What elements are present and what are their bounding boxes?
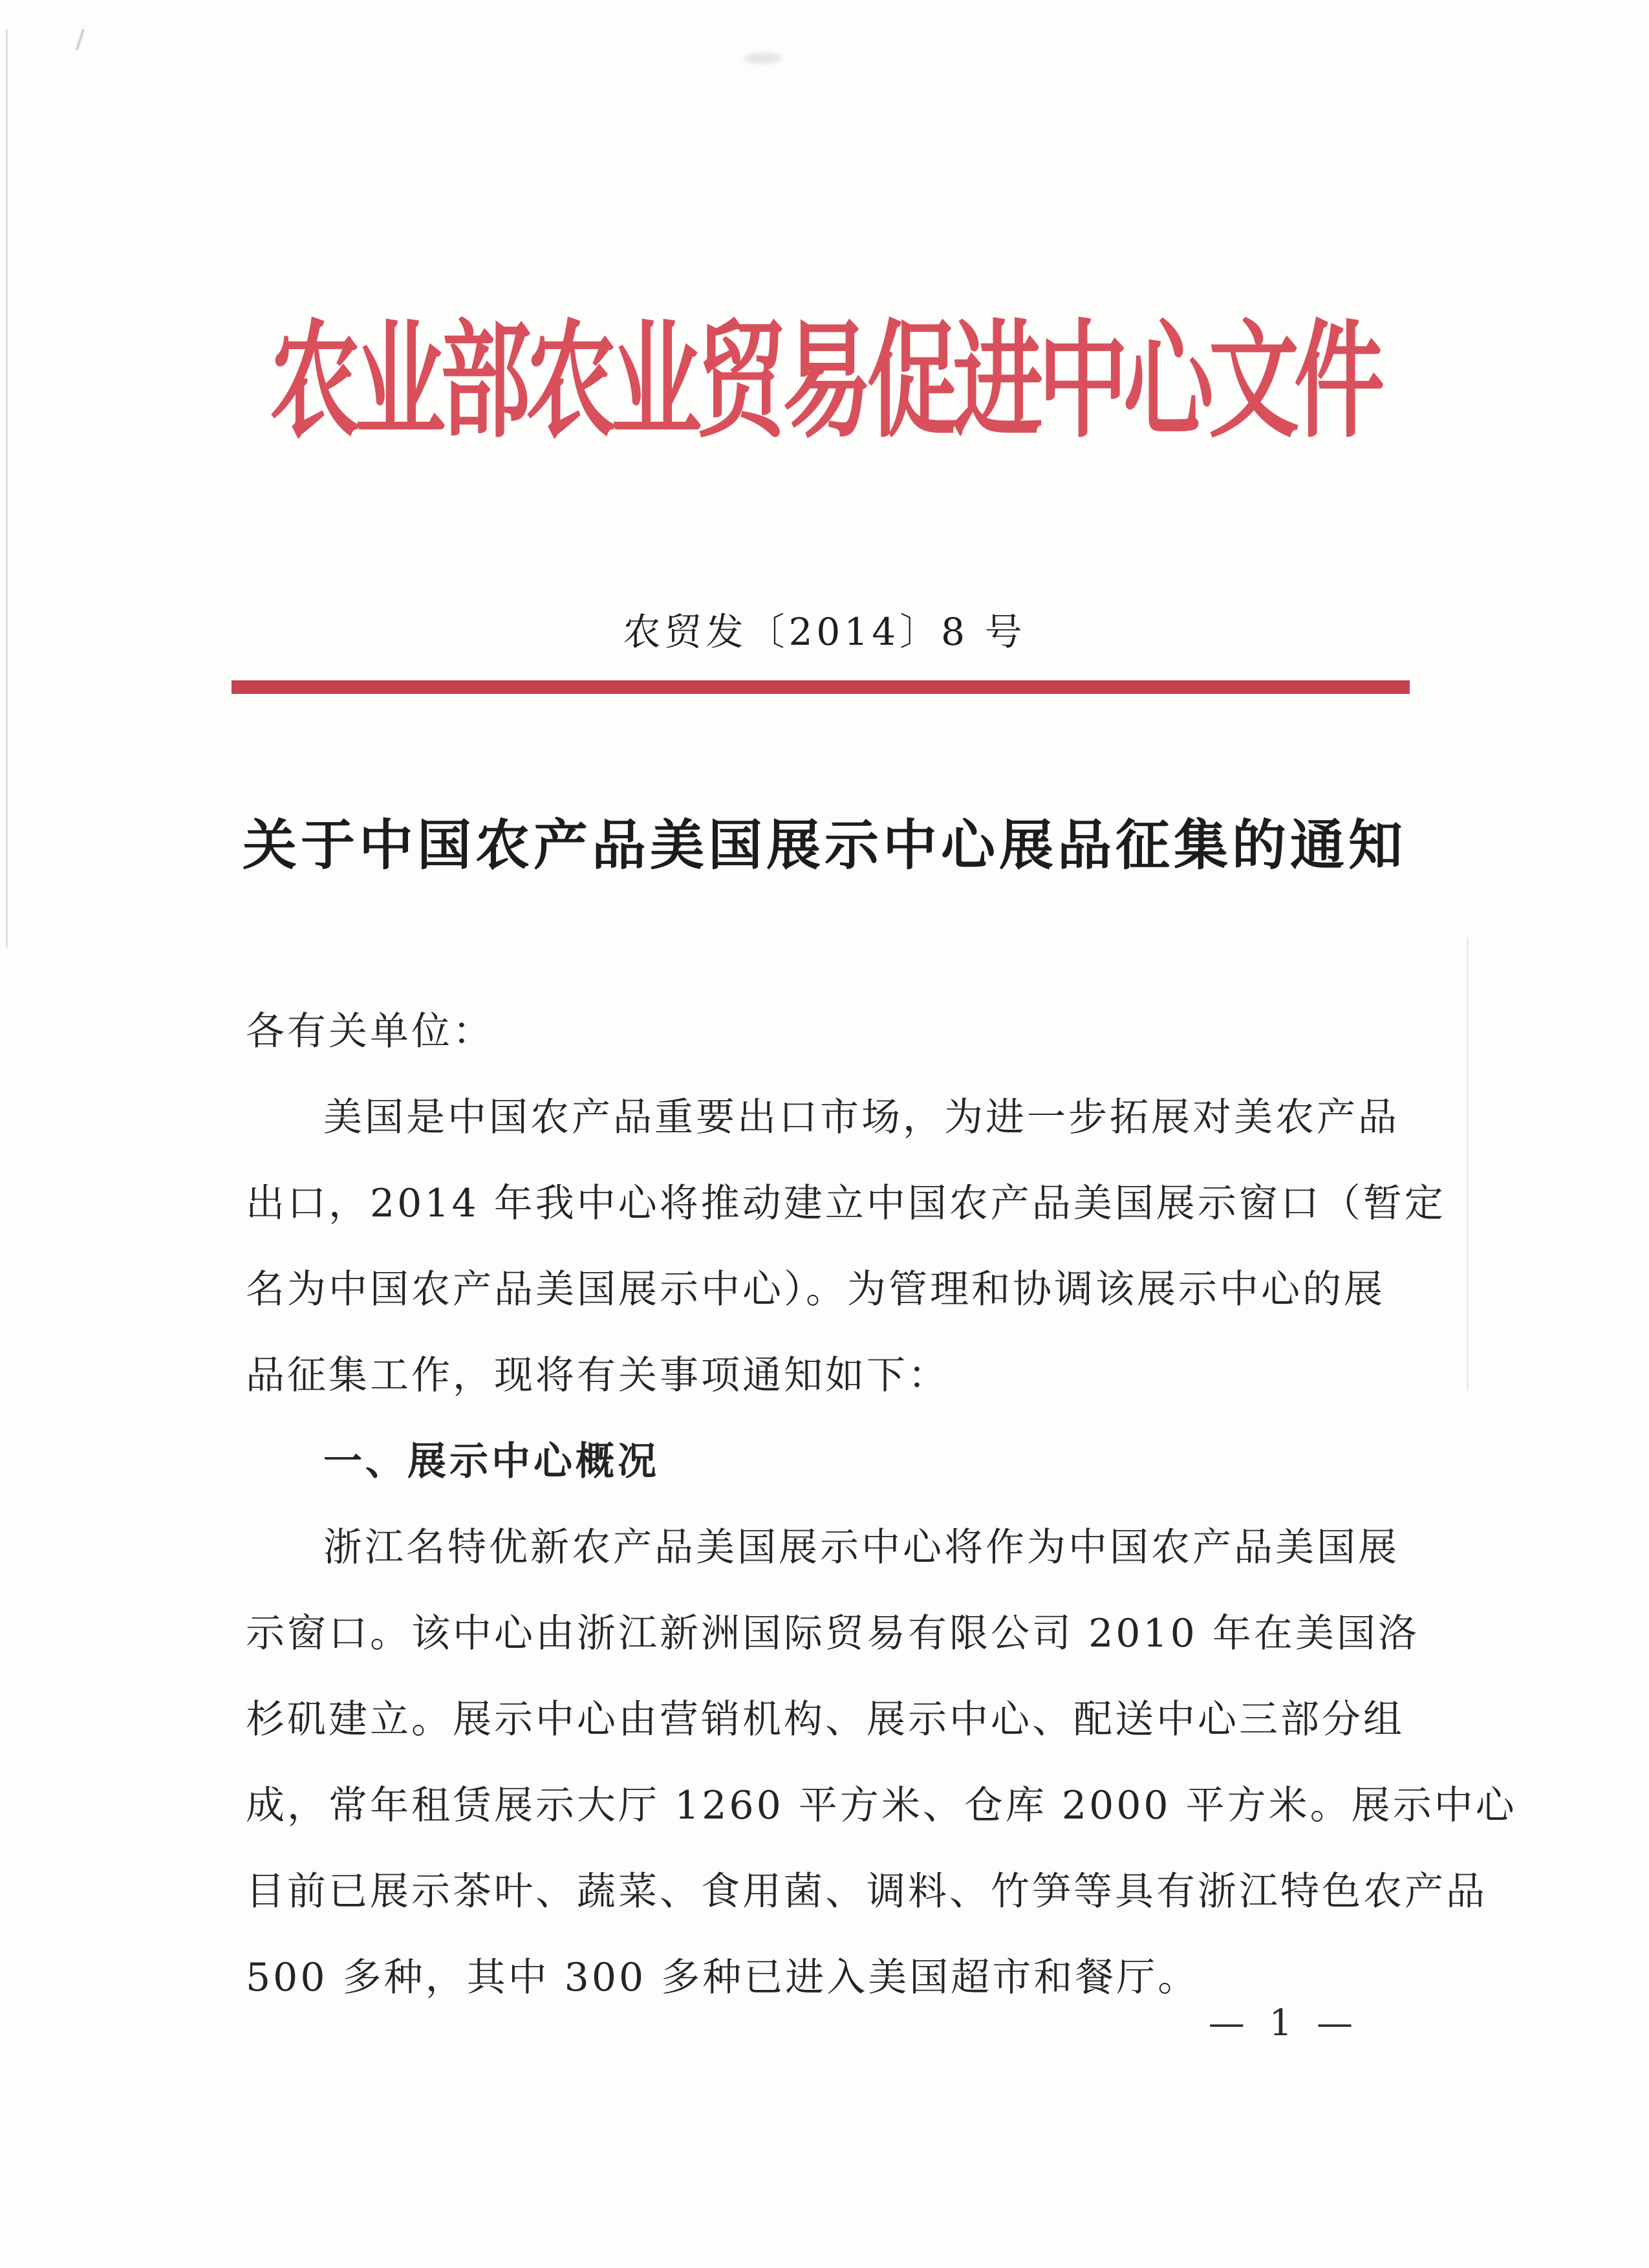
body-line: 浙江名特优新农产品美国展示中心将作为中国农产品美国展 — [323, 1525, 1399, 1570]
document-number: 农贸发〔2014〕8 号 — [623, 610, 1026, 654]
scan-artifact-right-streak — [1467, 938, 1469, 1390]
scan-artifact-smudge — [744, 53, 782, 63]
body-line: 美国是中国农产品重要出口市场，为进一步拓展对美农产品 — [323, 1095, 1399, 1140]
document-title: 关于中国农产品美国展示中心展品征集的通知 — [242, 813, 1406, 877]
body-line: 示窗口。该中心由浙江新洲国际贸易有限公司 2010 年在美国洛 — [246, 1611, 1419, 1656]
body-line: 500 多种，其中 300 多种已进入美国超市和餐厅。 — [246, 1955, 1200, 2000]
body-section-heading: 一、展示中心概况 — [323, 1439, 660, 1484]
red-divider-line — [232, 680, 1410, 694]
body-line: 品征集工作，现将有关事项通知如下： — [246, 1353, 949, 1398]
page-number: — 1 — — [1208, 2002, 1359, 2044]
body-line: 成，常年租赁展示大厅 1260 平方米、仓库 2000 平方米。展示中心 — [246, 1783, 1517, 1828]
body-line: 杉矶建立。展示中心由营销机构、展示中心、配送中心三部分组 — [246, 1697, 1405, 1742]
body-line: 目前已展示茶叶、蔬菜、食用菌、调料、竹笋等具有浙江特色农产品 — [246, 1869, 1487, 1914]
document-header-title: 农业部农业贸易促进中心文件 — [269, 307, 1379, 456]
scan-artifact-speck — [76, 28, 85, 50]
body-line-salutation: 各有关单位： — [246, 1009, 494, 1054]
document-body — [246, 989, 1517, 2021]
body-line: 出口，2014 年我中心将推动建立中国农产品美国展示窗口（暂定 — [246, 1181, 1446, 1226]
body-line: 名为中国农产品美国展示中心）。为管理和协调该展示中心的展 — [246, 1267, 1385, 1312]
